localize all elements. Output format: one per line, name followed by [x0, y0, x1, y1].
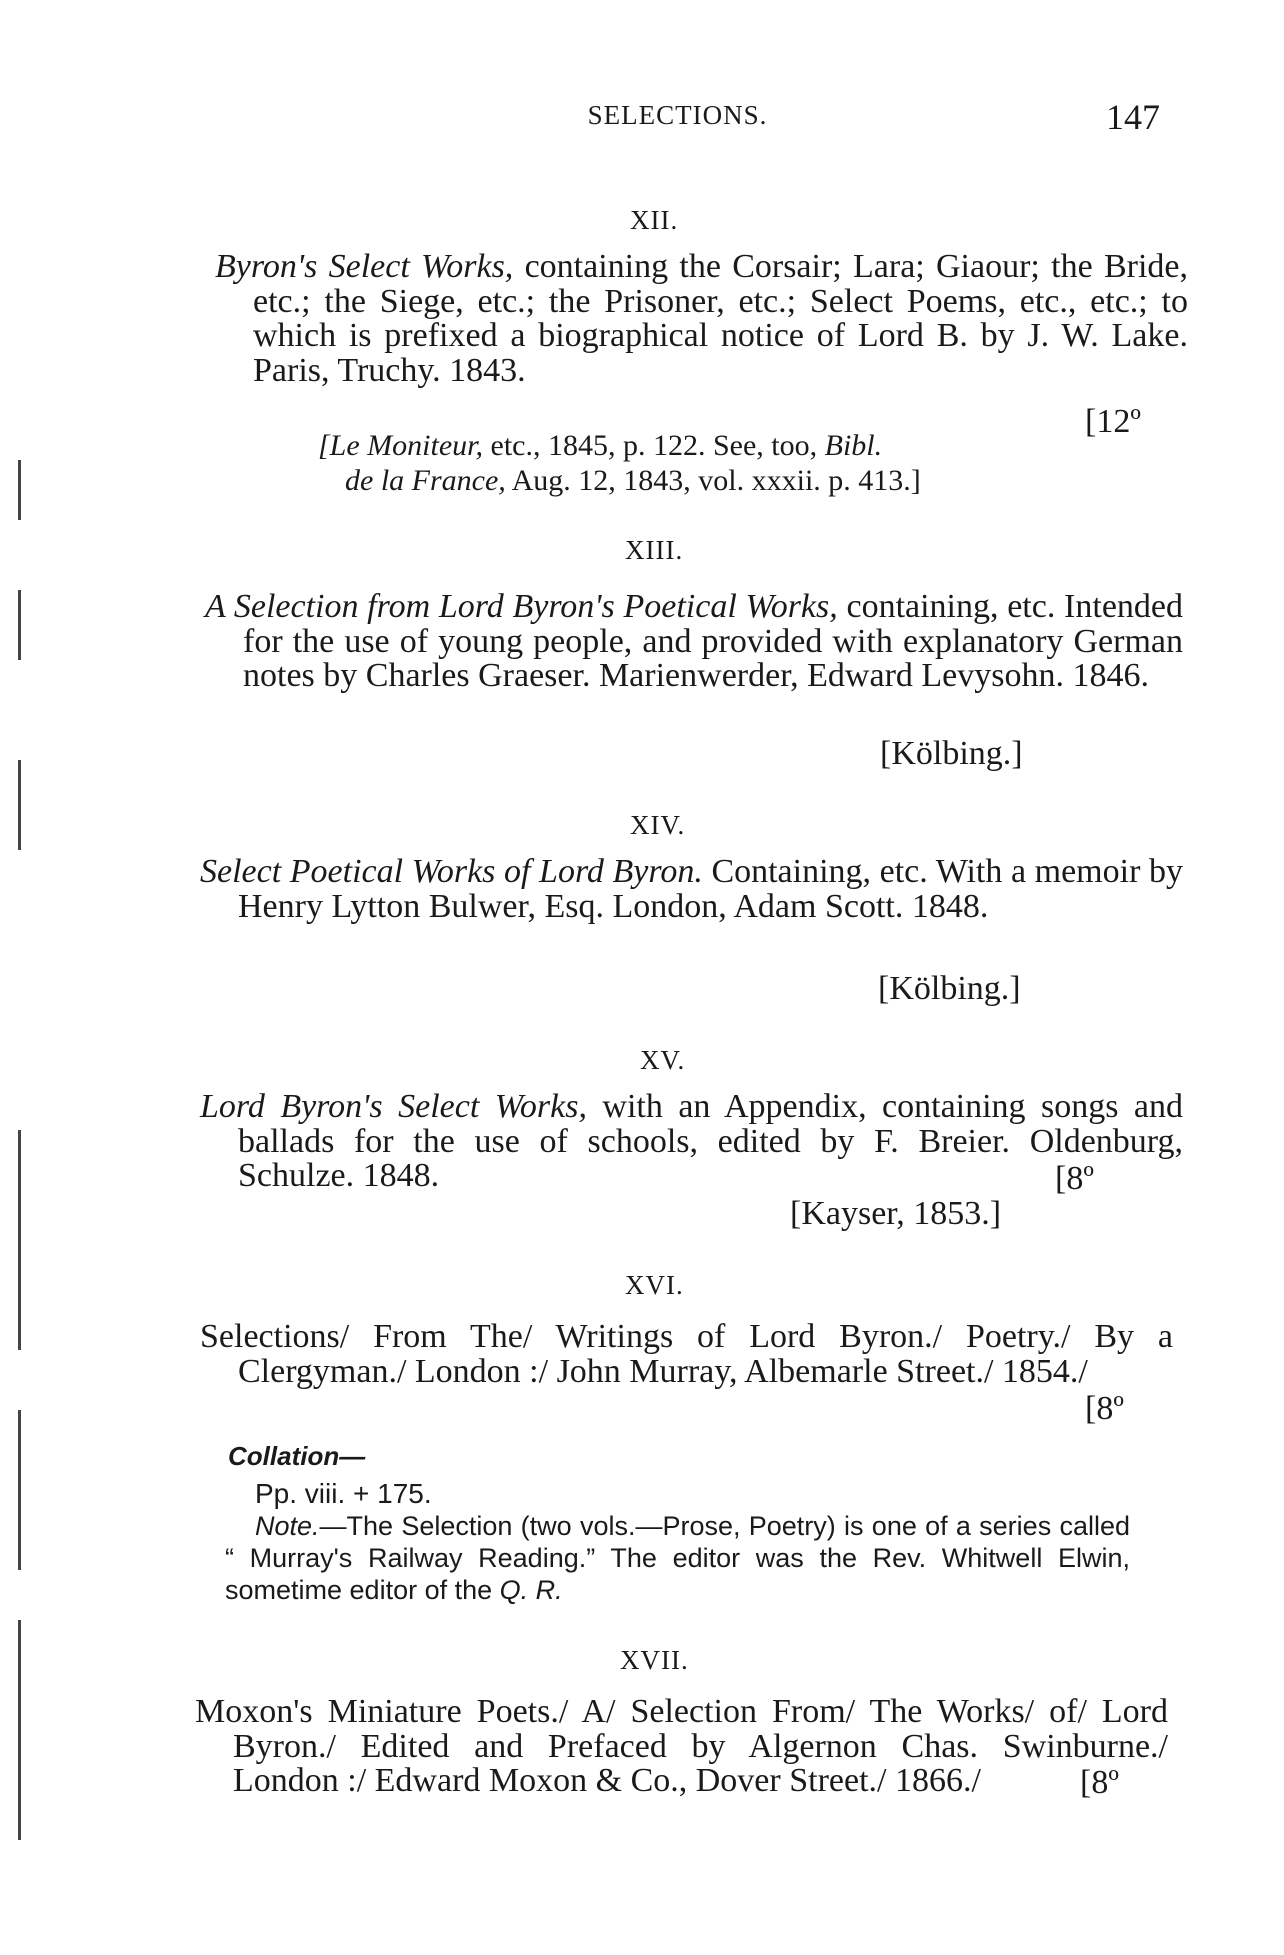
entry-text: Selections/ From The/ Writings of Lord Byron./ Poetry./ By a Clergyman./ London :/ John Murray, Albemarle Street./ 1854./	[200, 1318, 1173, 1390]
entry-title: Byron's Select Works,	[215, 248, 514, 285]
collation-label-text: Collation—	[228, 1441, 366, 1471]
collation-label	[228, 1440, 365, 1472]
scan-edge-mark	[18, 1130, 21, 1350]
scan-edge-mark	[18, 760, 21, 850]
entry-body: containing the Corsair; Lara; Giaour; the Bride, etc.; the Siege, etc.; the Prisoner, etc.; Select Poems, etc., etc.; to which is prefixed a biographical notice of Lord B. by J. W. Lake. Paris, Truchy. 1843.	[253, 248, 1188, 389]
entry-numeral: XVI.	[625, 1270, 684, 1300]
entry-title: Select Poetical Works of Lord Byron.	[200, 853, 703, 890]
entry-text	[205, 590, 1183, 694]
size-tag: [12º	[1085, 403, 1141, 440]
entry-title: Lord Byron's Select Works,	[200, 1088, 587, 1125]
scan-edge-mark	[18, 1410, 21, 1570]
collation-text: Pp. viii. + 175.	[255, 1478, 432, 1509]
size-tag: [8º	[1080, 1764, 1119, 1801]
source-tag: [Kölbing.]	[878, 970, 1021, 1007]
reference-line	[345, 465, 921, 497]
entry-text	[200, 1090, 1183, 1194]
running-head: SELECTIONS.	[587, 100, 768, 130]
entry-numeral: XV.	[640, 1045, 686, 1075]
note-body: —The Selection (two vols.—Prose, Poetry) is one of a series called “ Murray's Railway Reading.” The editor was the Rev. Whitwell Elwin, sometime editor of the	[225, 1511, 1130, 1605]
entry-text	[215, 250, 1188, 388]
reference-text: etc., 1845, p. 122. See, too,	[483, 429, 825, 462]
entry-text	[200, 855, 1183, 924]
size-tag: [8º	[1085, 1390, 1124, 1427]
reference-italic: Bibl.	[824, 429, 883, 462]
page-number: 147	[1106, 97, 1160, 137]
page-header	[195, 97, 1160, 144]
entry-body: Containing, etc. With a memoir by Henry Lytton Bulwer, Esq. London, Adam Scott. 1848.	[238, 853, 1183, 925]
scan-edge-mark	[18, 590, 21, 660]
scan-edge-mark	[18, 1620, 21, 1840]
entry-body: containing, etc. Intended for the use of young people, and provided with explanatory German notes by Charles Graeser. Marienwerder, Edward Levysohn. 1846.	[243, 588, 1183, 694]
reference-text: Aug. 12, 1843, vol. xxxii. p. 413.]	[505, 464, 921, 497]
entry-numeral: XII.	[630, 205, 679, 235]
reference-line	[318, 430, 882, 462]
entry-body: with an Appendix, containing songs and ballads for the use of schools, edited by F. Breier. Oldenburg, Schulze. 1848.	[238, 1088, 1183, 1194]
source-tag: [Kayser, 1853.]	[790, 1195, 1002, 1232]
note-label: Note.	[255, 1511, 320, 1541]
entry-numeral: XIII.	[625, 535, 684, 565]
scan-edge-mark	[18, 460, 21, 520]
source-tag: [Kölbing.]	[880, 735, 1023, 772]
note-text	[225, 1510, 1130, 1606]
entry-title: A Selection from Lord Byron's Poetical Works,	[205, 588, 838, 625]
entry-numeral: XVII.	[620, 1645, 689, 1675]
entry-numeral: XIV.	[630, 810, 686, 840]
size-tag: [8º	[1055, 1160, 1094, 1197]
reference-italic: de la France,	[345, 464, 506, 497]
note-italic: Q. R.	[499, 1575, 563, 1605]
reference-italic: [Le Moniteur,	[318, 429, 483, 462]
entry-text: Moxon's Miniature Poets./ A/ Selection From/ The Works/ of/ Lord Byron./ Edited and Prefaced by Algernon Chas. Swinburne./ London :/ Edward Moxon & Co., Dover Street./ 1866./	[195, 1693, 1168, 1799]
